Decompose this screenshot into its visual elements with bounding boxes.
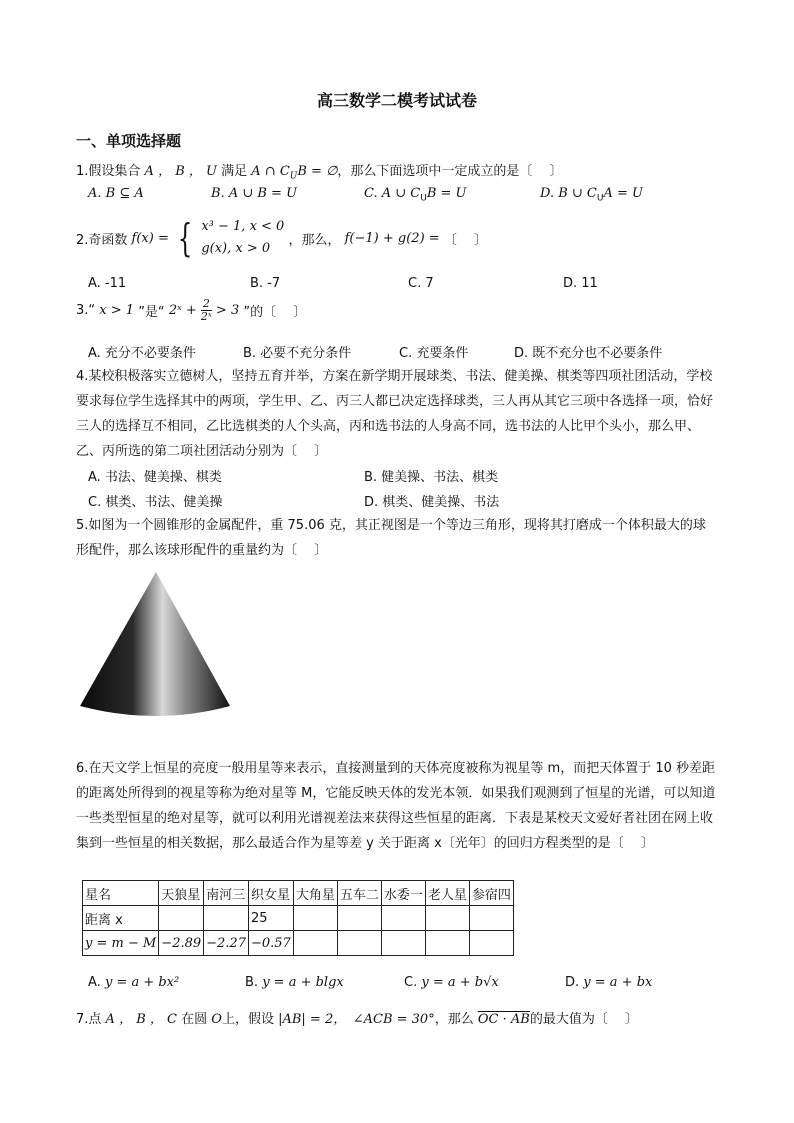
q3-ask: ”的〔 〕 [243,305,307,320]
table-cell: 织女星 [248,881,293,906]
star-table [82,880,514,956]
table-row [83,931,514,956]
table-cell [381,906,425,931]
table-cell [425,931,469,956]
table-cell: 五车二 [337,881,381,906]
table-cell [293,931,337,956]
q3-option-d[interactable]: D. 既不充分也不必要条件 [514,346,663,361]
q2-option-c[interactable]: C. 7 [408,276,434,291]
q4-option-b[interactable]: B. 健美操、书法、棋类 [364,470,499,485]
q7-length: |AB| = 2， ∠ACB = 30° [278,1012,435,1027]
q6-option-a[interactable]: A. y = a + bx² [88,975,180,990]
q7-points: A ， B ， C [105,1012,177,1027]
q3-cond-1: x > 1 [99,303,135,318]
q1-sets: A ， B ， U [144,164,217,179]
q1-option-d[interactable]: D. B ∪ $C_UA = U$ [540,186,643,204]
question-4: 4.某校积极落实立德树人，坚持五育并举，方案在新学期开展球类、书法、健美操、棋类等四项社团活动，学校要求每位学生选择其中的两项，学生甲、乙、丙三人都已决定选择球类，三人再从其它三项中各选择一项，恰好三人的选择互不相同，乙比选棋类的人个头高，丙和选书法的人身高不同，选书法的人比甲个头小，那么甲、乙、丙所选的第二项社团活动分别为〔 〕 [76,369,714,459]
question-3 [76,298,306,323]
q3-fraction: $\frac{2}{\text{2ˣ}}$ [200,297,212,323]
q1-option-b[interactable]: B. A ∪ B = U [211,186,298,201]
q7-vector-product: OC · AB [477,1012,530,1027]
q2-option-a[interactable]: A. -11 [88,276,127,291]
table-cell [293,906,337,931]
q3-option-a[interactable]: A. 充分不必要条件 [88,346,196,361]
q2-option-d[interactable]: D. 11 [563,276,598,291]
table-cell [204,906,249,931]
table-cell: 老人星 [425,881,469,906]
table-cell: 星名 [83,881,159,906]
section-heading: 一、单项选择题 [76,132,182,150]
q2-option-b[interactable]: B. -7 [250,276,281,291]
table-header-row [83,881,514,906]
q7-suppose: 上，假设 [221,1012,274,1027]
q2-cases: x³ − 1, x < 0 g(x), x > 0 [201,219,285,256]
q7-label: 7.点 [76,1012,102,1027]
cone-image [76,568,236,718]
q6-option-b[interactable]: B. y = a + blgx [245,975,344,990]
q3-cond-2a: 2ˣ + [168,303,197,318]
q3-is: ”是“ [138,305,165,320]
q4-option-d[interactable]: D. 棋类、健美操、书法 [364,495,500,510]
q3-option-b[interactable]: B. 必要不充分条件 [243,346,352,361]
q1-label: 1.假设集合 [76,164,141,179]
q3-option-c[interactable]: C. 充要条件 [399,346,469,361]
table-cell [159,906,204,931]
q1-ask: ，那么下面选项中一定成立的是〔 〕 [337,164,563,179]
table-cell [337,931,381,956]
q4-option-c[interactable]: C. 棋类、书法、健美操 [88,495,223,510]
q2-ask: 〔 〕 [443,232,487,248]
q7-then: ，那么 [434,1012,474,1027]
q1-option-c[interactable]: C. A ∪ $C_UB = U$ [364,186,467,204]
q1-meets: 满足 [221,164,248,179]
q7-circle: O [211,1012,222,1027]
table-cell: −2.27 [204,931,249,956]
page-title: 高三数学二模考试试卷 [316,91,477,110]
question-1 [76,160,563,182]
q2-label: 2.奇函数 [76,232,128,248]
q3-cond-2b: > 3 [215,303,240,318]
table-cell: 大角星 [293,881,337,906]
q2-func: f(x) = [131,230,169,246]
table-cell: 参宿四 [469,881,513,906]
q7-ask: 的最大值为〔 〕 [529,1012,638,1027]
question-7 [76,1008,638,1027]
table-cell: 水委一 [381,881,425,906]
q7-on-circle: 在圆 [181,1012,208,1027]
table-cell: 南河三 [204,881,249,906]
question-6: 6.在天文学上恒星的亮度一般用星等来表示，直接测量到的天体亮度被称为视星等 m，而把天体置于 10 秒差距的距离处所得到的视星等称为绝对星等 M，它能反映天体的发光本领．如果我们观测到了恒星的光谱，可以知道一些类型恒星的绝对星等，就可以利用光谱视差法来获得这些恒星的距离．下表是某校天文爱好者社团在网上收集到一些恒星的相关数据，那么最适合作为星等差 y 关于距离 x〔光年〕的回归方程类型的是〔 〕 [76,761,716,851]
question-5: 5.如图为一个圆锥形的金属配件，重 75.06 克，其正视图是一个等边三角形，现将其打磨成一个体积最大的球形配件，那么该球形配件的重量约为〔 〕 [76,518,706,558]
table-cell: 25 [248,906,293,931]
q3-label: 3.“ [76,303,96,318]
q6-option-d[interactable]: D. y = a + bx [565,975,653,990]
table-cell: 距离 x [83,906,159,931]
table-cell [469,931,513,956]
brace-icon: { [177,216,193,260]
q2-then: ，那么， [288,232,341,248]
table-cell [381,931,425,956]
table-cell: −2.89 [159,931,204,956]
table-cell: 天狼星 [159,881,204,906]
table-cell [425,906,469,931]
question-2 [76,216,487,260]
q1-option-a[interactable]: A. B ⊆ A [88,186,144,201]
q2-expr: f(−1) + g(2) = [344,230,440,246]
q1-cond: A ∩ $C_UB$ = ∅ [251,164,338,182]
table-cell: y = m − M [83,931,159,956]
table-cell [469,906,513,931]
table-cell [337,906,381,931]
q6-option-c[interactable]: C. y = a + b√x [404,975,499,990]
table-cell: −0.57 [248,931,293,956]
q4-option-a[interactable]: A. 书法、健美操、棋类 [88,470,222,485]
table-row [83,906,514,931]
